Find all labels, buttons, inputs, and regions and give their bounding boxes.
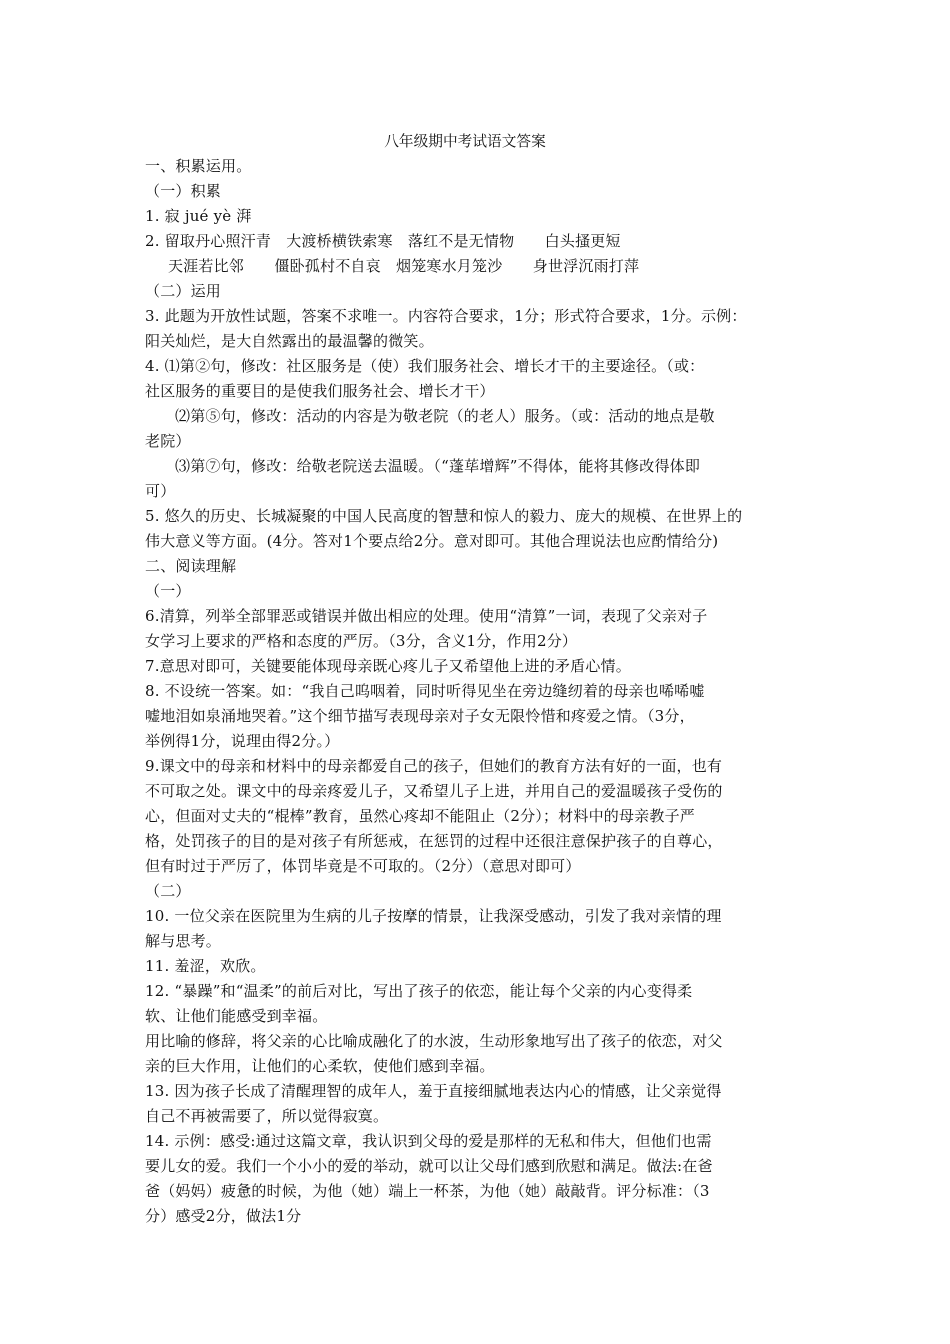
answer-line: 1. 寂 jué yè 湃 xyxy=(145,207,252,225)
answer-line: 心，但面对丈夫的“棍棒”教育，虽然心疼却不能阻止（2分）；材料中的母亲教子严 xyxy=(145,807,695,825)
answer-line: 14. 示例：感受:通过这篇文章，我认识到父母的爱是那样的无私和伟大，但他们也需 xyxy=(145,1132,712,1150)
answer-line: 但有时过于严厉了，体罚毕竟是不可取的。（2分）（意思对即可） xyxy=(145,857,581,875)
answer-line: 老院） xyxy=(145,432,191,450)
answer-line: 13. 因为孩子长成了清醒理智的成年人，羞于直接细腻地表达内心的情感，让父亲觉得 xyxy=(145,1082,722,1100)
answer-line: 2. 留取丹心照汗青 大渡桥横铁索寒 落红不是无情物 白头搔更短 xyxy=(145,232,621,250)
section-heading: 二、阅读理解 xyxy=(145,557,237,575)
answer-line: 3. 此题为开放性试题，答案不求唯一。内容符合要求，1分；形式符合要求，1分。示例： xyxy=(145,307,747,325)
answer-line: 要儿女的爱。我们一个小小的爱的举动，就可以让父母们感到欣慰和满足。做法:在爸 xyxy=(145,1157,713,1175)
answer-line: 分）感受2分，做法1分 xyxy=(145,1207,302,1225)
answer-line: 格，处罚孩子的目的是对孩子有所惩戒，在惩罚的过程中还很注意保护孩子的自尊心， xyxy=(145,832,723,850)
section-heading: 一、积累运用。 xyxy=(145,157,252,175)
answer-line: 不可取之处。课文中的母亲疼爱儿子，又希望儿子上进，并用自己的爱温暖孩子受伤的 xyxy=(145,782,723,800)
subsection-heading: （二） xyxy=(145,882,191,900)
answer-line: 4. ⑴第②句，修改：社区服务是（使）我们服务社会、增长才干的主要途径。（或： xyxy=(145,357,705,375)
document-title: 八年级期中考试语文答案 xyxy=(384,132,546,150)
answer-line: 12. “暴躁”和“温柔”的前后对比，写出了孩子的依恋，能让每个父亲的内心变得柔 xyxy=(145,982,693,1000)
answer-line: 伟大意义等方面。(4分。答对1个要点给2分。意对即可。其他合理说法也应酌情给分) xyxy=(145,532,719,550)
answer-line: 举例得1分，说理由得2分。） xyxy=(145,732,340,750)
answer-line: 爸（妈妈）疲惫的时候，为他（她）端上一杯茶，为他（她）敲敲背。评分标准：（3 xyxy=(145,1182,710,1200)
answer-line: 9.课文中的母亲和材料中的母亲都爱自己的孩子，但她们的教育方法有好的一面，也有 xyxy=(145,757,723,775)
answer-line: 可） xyxy=(145,482,176,500)
answer-line: 用比喻的修辞，将父亲的心比喻成融化了的水波，生动形象地写出了孩子的依恋，对父 xyxy=(145,1032,723,1050)
answer-line: 6.清算，列举全部罪恶或错误并做出相应的处理。使用“清算”一词，表现了父亲对子 xyxy=(145,607,708,625)
answer-line: 亲的巨大作用，让他们的心柔软，使他们感到幸福。 xyxy=(145,1057,495,1075)
answer-line: 天涯若比邻 僵卧孤村不自哀 烟笼寒水月笼沙 身世浮沉雨打萍 xyxy=(168,257,640,275)
answer-line: 8. 不设统一答案。如：“我自己呜咽着，同时听得见坐在旁边缝纫着的母亲也唏唏嘘 xyxy=(145,682,705,700)
answer-line: 10. 一位父亲在医院里为生病的儿子按摩的情景，让我深受感动，引发了我对亲情的理 xyxy=(145,907,722,925)
subsection-heading: （一） xyxy=(145,582,191,600)
answer-line: 社区服务的重要目的是使我们服务社会、增长才干） xyxy=(145,382,495,400)
answer-line: 女学习上要求的严格和态度的严厉。（3分，含义1分，作用2分） xyxy=(145,632,578,650)
answer-line: 软、让他们能感受到幸福。 xyxy=(145,1007,328,1025)
answer-line: 11. 羞涩，欢欣。 xyxy=(145,957,266,975)
answer-line: 嘘地泪如泉涌地哭着。”这个细节描写表现母亲对子女无限怜惜和疼爱之情。（3分， xyxy=(145,707,695,725)
answer-line: 自己不再被需要了，所以觉得寂寞。 xyxy=(145,1107,389,1125)
answer-line: 阳关灿烂，是大自然露出的最温馨的微笑。 xyxy=(145,332,434,350)
answer-line: 解与思考。 xyxy=(145,932,222,950)
answer-line: 7.意思对即可，关键要能体现母亲既心疼儿子又希望他上进的矛盾心情。 xyxy=(145,657,631,675)
answer-line: ⑶第⑦句，修改：给敬老院送去温暖。（“蓬荜增辉”不得体，能将其修改得体即 xyxy=(175,457,701,475)
answer-line: ⑵第⑤句，修改：活动的内容是为敬老院（的老人）服务。（或：活动的地点是敬 xyxy=(175,407,715,425)
subsection-heading: （一）积累 xyxy=(145,182,222,200)
answer-line: 5. 悠久的历史、长城凝聚的中国人民高度的智慧和惊人的毅力、庞大的规模、在世界上的 xyxy=(145,507,743,525)
subsection-heading: （二）运用 xyxy=(145,282,222,300)
